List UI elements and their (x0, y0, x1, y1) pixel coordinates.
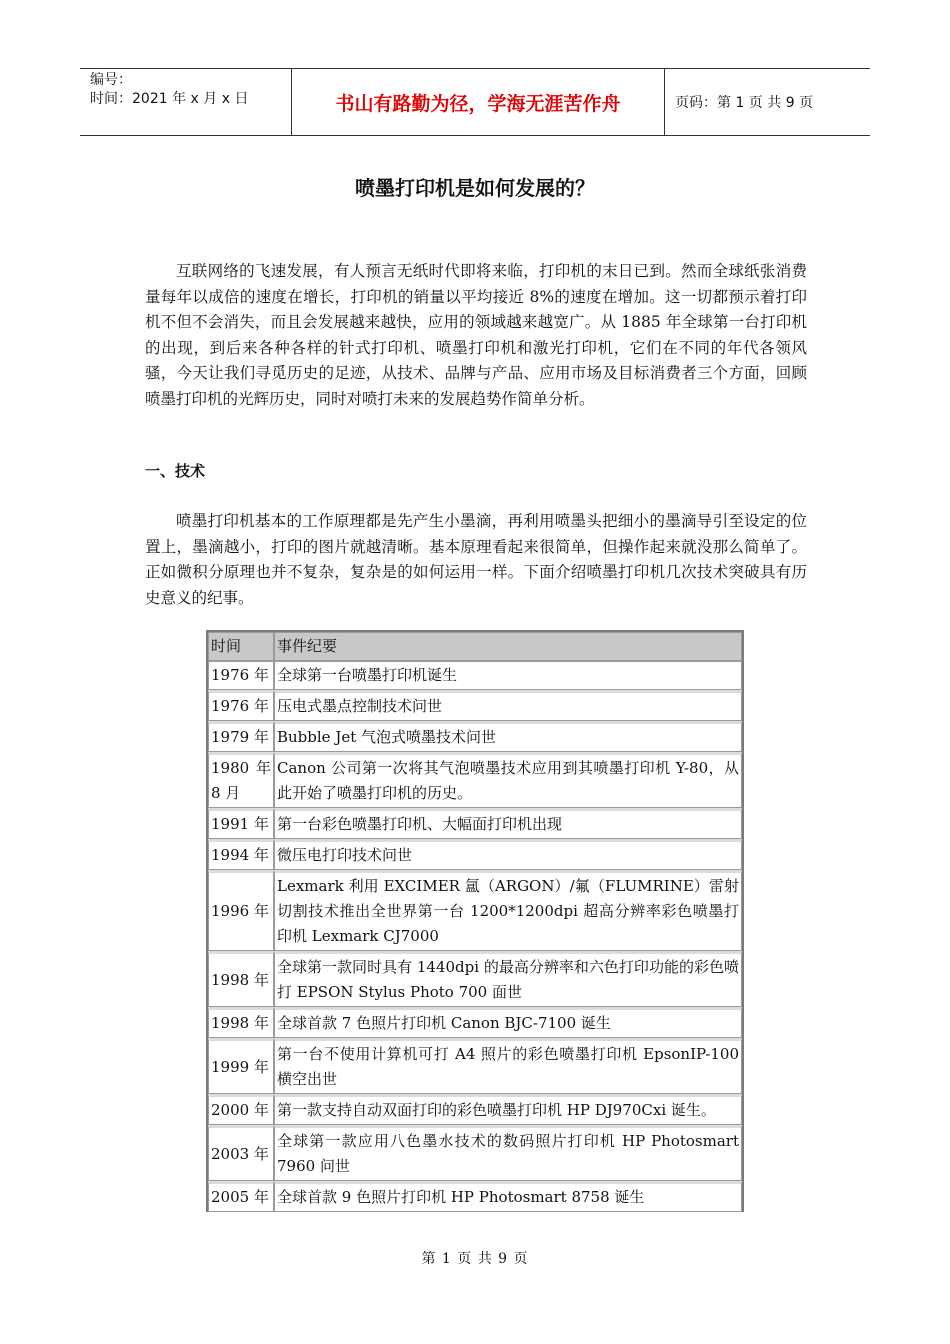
row-event: 全球首款 9 色照片打印机 HP Photosmart 8758 诞生 (274, 1181, 742, 1212)
table-row (208, 752, 742, 808)
table-row (208, 1094, 742, 1125)
table-row (208, 870, 742, 951)
table-row (208, 839, 742, 870)
row-event: 全球首款 7 色照片打印机 Canon BJC-7100 诞生 (274, 1007, 742, 1038)
row-time: 1976 年 (208, 661, 274, 690)
row-event: 全球第一款应用八色墨水技术的数码照片打印机 HP Photosmart 7960 问世 (274, 1125, 742, 1181)
row-event: Canon 公司第一次将其气泡喷墨技术应用到其喷墨打印机 Y-80，从此开始了喷墨打印机的历史。 (274, 752, 742, 808)
date-line: 时间：2021 年 x 月 x 日 (90, 91, 249, 107)
row-time: 1979 年 (208, 721, 274, 752)
row-event: 全球第一台喷墨打印机诞生 (274, 661, 742, 690)
row-time: 1999 年 (208, 1038, 274, 1094)
table-row (208, 1181, 742, 1212)
row-time: 2000 年 (208, 1094, 274, 1125)
header-motto: 书山有路勤为径，学海无涯苦作舟 (292, 69, 665, 136)
row-event: 压电式墨点控制技术问世 (274, 690, 742, 721)
document-header (80, 68, 870, 136)
row-time: 1994 年 (208, 839, 274, 870)
row-time: 1998 年 (208, 1007, 274, 1038)
row-event: Bubble Jet 气泡式喷墨技术问世 (274, 721, 742, 752)
row-time: 1996 年 (208, 870, 274, 951)
page-footer: 第 1 页 共 9 页 (421, 1251, 529, 1267)
table-row (208, 661, 742, 690)
row-event: Lexmark 利用 EXCIMER 氲（ARGON）/氟（FLUMRINE）雷射切割技术推出全世界第一台 1200*1200dpi 超高分辨率彩色喷墨打印机 Lexmark CJ7000 (274, 870, 742, 951)
table-row (208, 951, 742, 1007)
column-header-time: 时间 (208, 632, 274, 661)
row-time: 1976 年 (208, 690, 274, 721)
table-row (208, 690, 742, 721)
section-heading-technology: 一、技术 (145, 462, 206, 480)
row-event: 第一台不使用计算机可打 A4 照片的彩色喷墨打印机 EpsonIP-100 横空出世 (274, 1038, 742, 1094)
page-title: 喷墨打印机是如何发展的？ (355, 176, 595, 200)
serial-label: 编号： (90, 72, 132, 88)
table-row (208, 1007, 742, 1038)
table-row (208, 721, 742, 752)
header-meta (80, 69, 292, 136)
table-row (208, 1125, 742, 1181)
row-time: 1980 年 8 月 (208, 752, 274, 808)
header-page-info: 页码：第 1 页 共 9 页 (665, 69, 871, 136)
row-time: 1998 年 (208, 951, 274, 1007)
row-event: 第一款支持自动双面打印的彩色喷墨打印机 HP DJ970Cxi 诞生。 (274, 1094, 742, 1125)
table-header-row (208, 632, 742, 661)
row-event: 全球第一款同时具有 1440dpi 的最高分辨率和六色打印功能的彩色喷打 EPSON Stylus Photo 700 面世 (274, 951, 742, 1007)
row-event: 第一台彩色喷墨打印机、大幅面打印机出现 (274, 808, 742, 839)
row-time: 1991 年 (208, 808, 274, 839)
row-time: 2005 年 (208, 1181, 274, 1212)
technology-paragraph: 喷墨打印机基本的工作原理都是先产生小墨滴，再利用喷墨头把细小的墨滴导引至设定的位置上，墨滴越小，打印的图片就越清晰。基本原理看起来很简单，但操作起来就没那么简单了。正如微积分原理也并不复杂，复杂是的如何运用一样。下面介绍喷墨打印机几次技术突破具有历史意义的纪事。 (145, 512, 807, 607)
history-table (206, 630, 744, 1212)
intro-paragraph: 互联网络的飞速发展，有人预言无纸时代即将来临，打印机的末日已到。然而全球纸张消费量每年以成倍的速度在增长，打印机的销量以平均接近 8%的速度在增加。这一切都预示着打印机不但不会消失，而且会发展越来越快，应用的领域越来越宽广。从 1885 年全球第一台打印机的出现，到后来各种各样的针式打印机、喷墨打印机和激光打印机，它们在不同的年代各领风骚，今天让我们寻觅历史的足迹，从技术、品牌与产品、应用市场及目标消费者三个方面，回顾喷墨打印机的光辉历史，同时对喷打未来的发展趋势作简单分析。 (145, 262, 807, 408)
table-row (208, 808, 742, 839)
table-row (208, 1038, 742, 1094)
column-header-event: 事件纪要 (274, 632, 742, 661)
row-event: 微压电打印技术问世 (274, 839, 742, 870)
row-time: 2003 年 (208, 1125, 274, 1181)
